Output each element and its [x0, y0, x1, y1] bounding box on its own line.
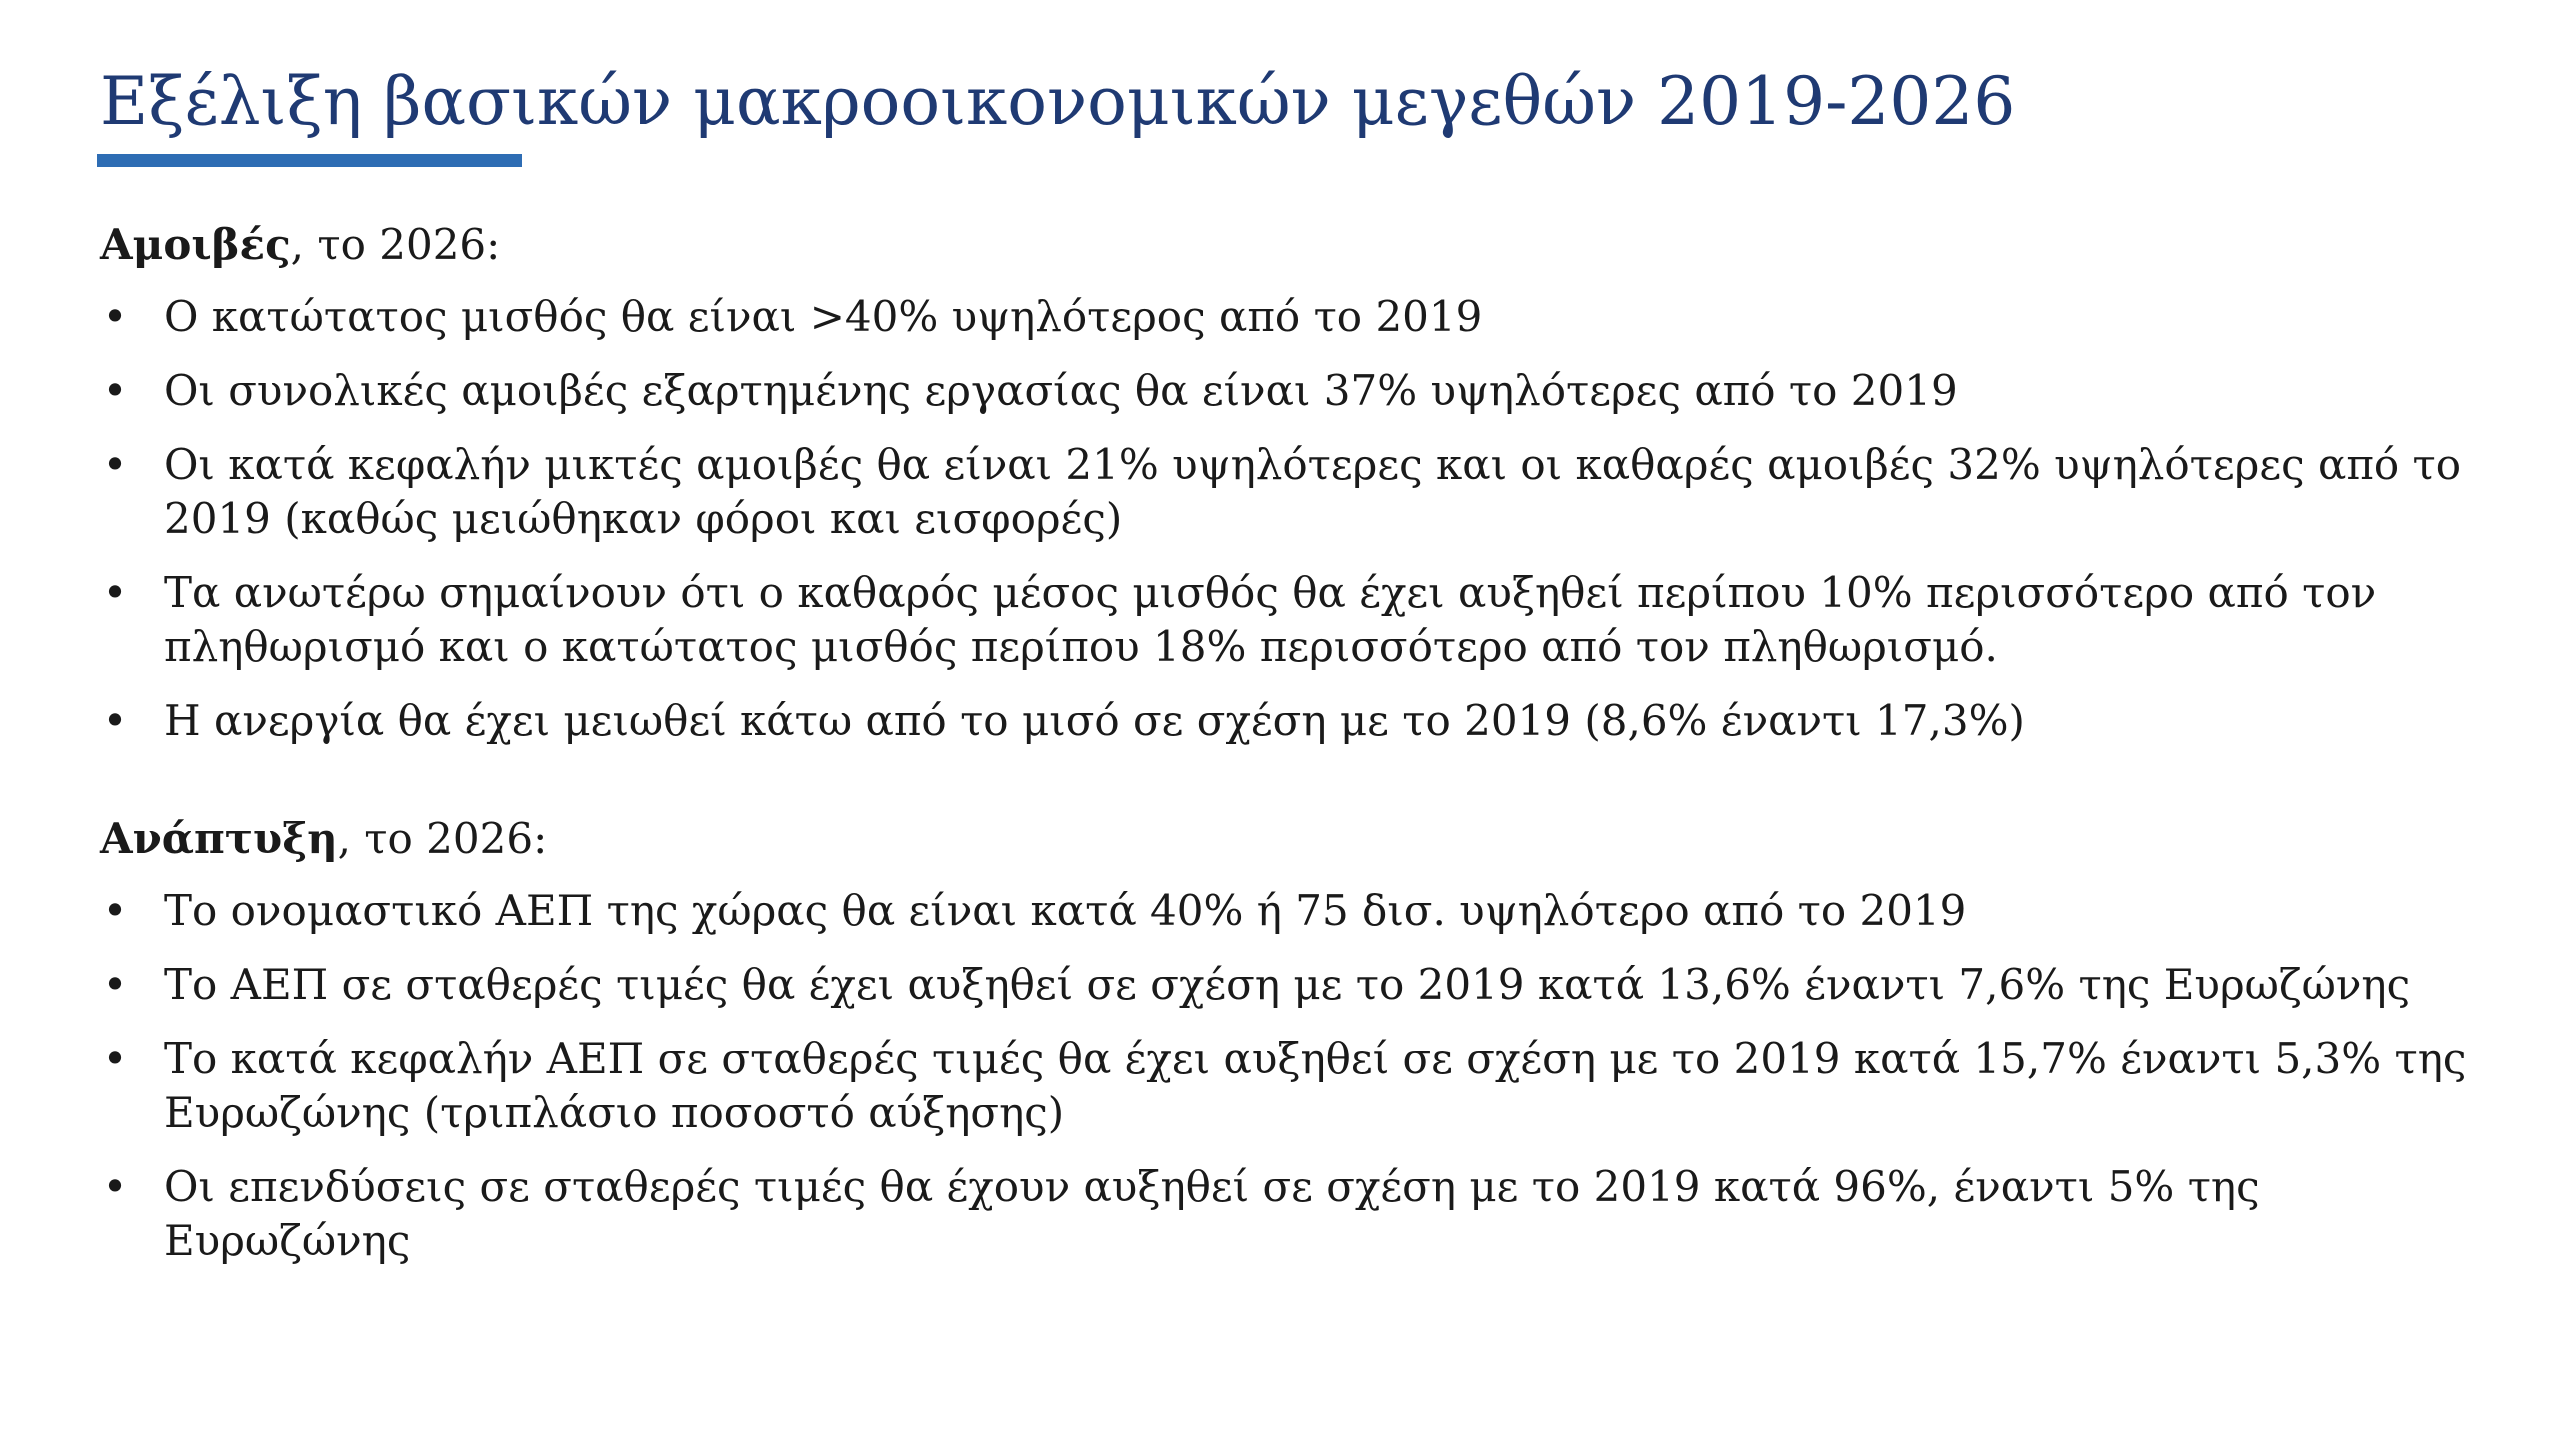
- bullet-icon: •: [102, 960, 128, 1009]
- bullet-item: [100, 566, 2500, 674]
- bullet-item: [100, 438, 2500, 546]
- bullet-text: Τα ανωτέρω σημαίνουν ότι ο καθαρός μέσος μισθός θα έχει αυξηθεί περίπου 10% περισσότερο από τον πληθωρισμό και ο κατώτατος μισθός περίπου 18% περισσότερο από τον πληθωρισμό.: [164, 568, 2377, 671]
- bullet-item: [100, 694, 2500, 748]
- section-heading-bold: Ανάπτυξη: [100, 814, 338, 863]
- bullet-item: [100, 884, 2500, 938]
- section-heading-rest: , το 2026:: [290, 220, 501, 269]
- page-title: Εξέλιξη βασικών μακροοικονομικών μεγεθών 2019-2026: [100, 63, 2016, 140]
- bullet-item: [100, 1032, 2500, 1140]
- bullet-list: [100, 884, 2500, 1268]
- bullet-icon: •: [102, 886, 128, 935]
- bullet-item: [100, 1160, 2500, 1268]
- bullet-text: Το ΑΕΠ σε σταθερές τιμές θα έχει αυξηθεί σε σχέση με το 2019 κατά 13,6% έναντι 7,6% της Ευρωζώνης: [164, 960, 2411, 1009]
- title-underline: [97, 154, 522, 167]
- bullet-text: Ο κατώτατος μισθός θα είναι >40% υψηλότερος από το 2019: [164, 292, 1483, 341]
- bullet-item: [100, 290, 2500, 344]
- bullet-icon: •: [102, 292, 128, 341]
- bullet-item: [100, 958, 2500, 1012]
- bullet-text: Η ανεργία θα έχει μειωθεί κάτω από το μισό σε σχέση με το 2019 (8,6% έναντι 17,3%): [164, 696, 2025, 745]
- bullet-icon: •: [102, 696, 128, 745]
- bullet-icon: •: [102, 440, 128, 489]
- bullet-text: Οι επενδύσεις σε σταθερές τιμές θα έχουν αυξηθεί σε σχέση με το 2019 κατά 96%, έναντι 5% της Ευρωζώνης: [164, 1162, 2260, 1265]
- bullet-icon: •: [102, 366, 128, 415]
- section-growth: [100, 812, 2500, 1268]
- bullet-icon: •: [102, 568, 128, 617]
- section-heading-bold: Αμοιβές: [100, 220, 291, 269]
- bullet-text: Οι κατά κεφαλήν μικτές αμοιβές θα είναι 21% υψηλότερες και οι καθαρές αμοιβές 32% υψηλότερες από το 2019 (καθώς μειώθηκαν φόροι και εισφορές): [164, 440, 2462, 543]
- bullet-item: [100, 364, 2500, 418]
- bullet-icon: •: [102, 1034, 128, 1083]
- bullet-text: Το ονομαστικό ΑΕΠ της χώρας θα είναι κατά 40% ή 75 δισ. υψηλότερο από το 2019: [164, 886, 1967, 935]
- slide-body: [100, 218, 2500, 1288]
- bullet-text: Το κατά κεφαλήν ΑΕΠ σε σταθερές τιμές θα έχει αυξηθεί σε σχέση με το 2019 κατά 15,7% έναντι 5,3% της Ευρωζώνης (τριπλάσιο ποσοστό αύξησης): [164, 1034, 2467, 1137]
- bullet-list: [100, 290, 2500, 748]
- section-heading: [100, 812, 2500, 866]
- section-heading-rest: , το 2026:: [337, 814, 548, 863]
- bullet-text: Οι συνολικές αμοιβές εξαρτημένης εργασίας θα είναι 37% υψηλότερες από το 2019: [164, 366, 1958, 415]
- section-wages: [100, 218, 2500, 748]
- bullet-icon: •: [102, 1162, 128, 1211]
- section-heading: [100, 218, 2500, 272]
